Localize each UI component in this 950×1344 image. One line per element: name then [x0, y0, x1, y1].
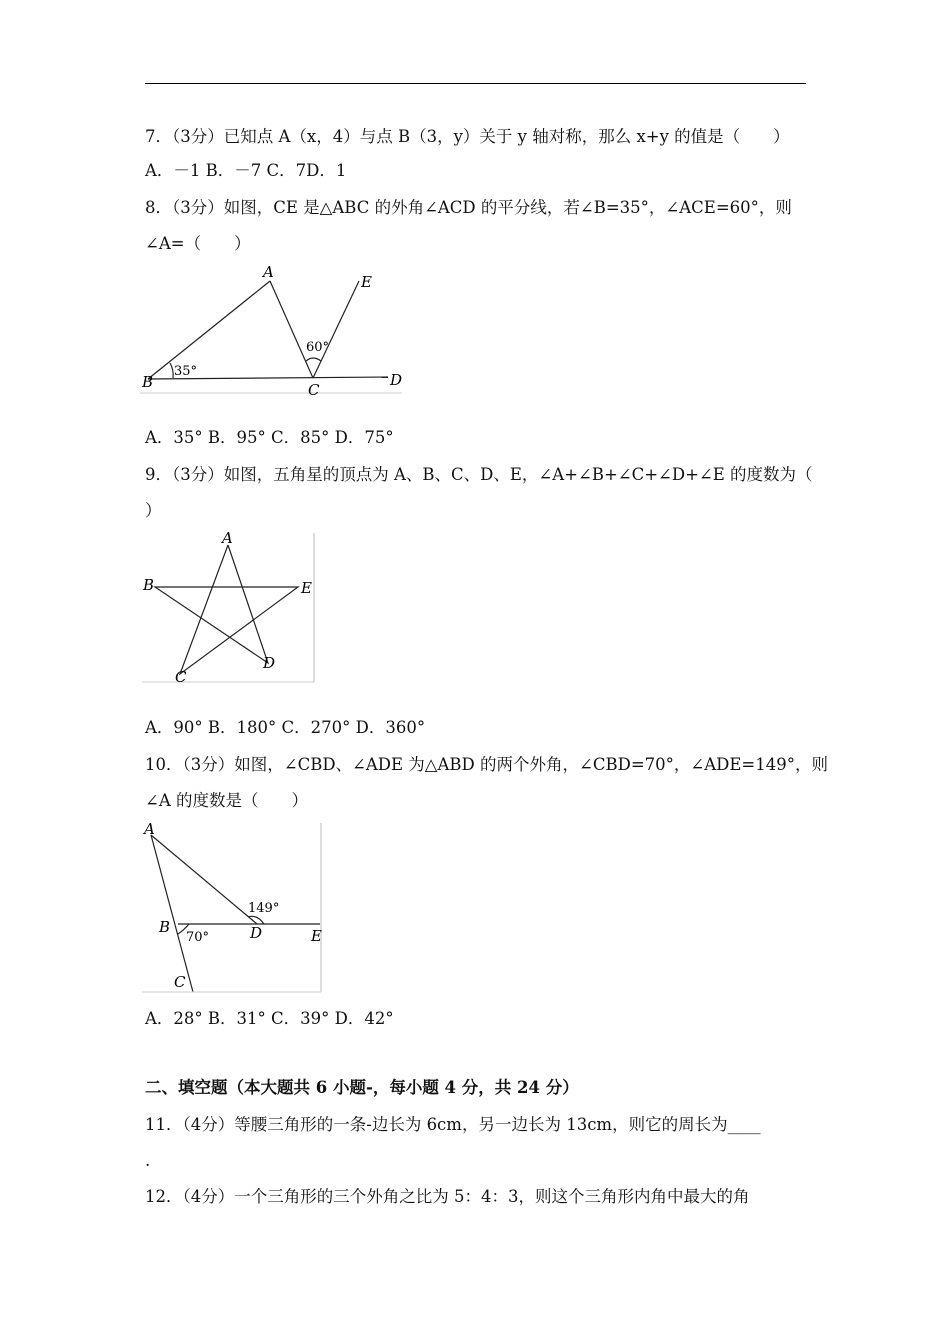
q8-angle-b-arc — [170, 363, 173, 378]
q7-stem: 7．（3分）已知点 A（x，4）与点 B（3，y）关于 y 轴对称，那么 x+y 的值是（ ） — [145, 127, 790, 146]
q9-star — [155, 545, 298, 674]
q10-angle-b-label: 70° — [186, 930, 210, 945]
q8-angle-c-label: 60° — [306, 340, 330, 355]
q8-options: A．35° B．95° C．85° D．75° — [145, 428, 394, 447]
q8-stem-line2: ∠A=（ ） — [145, 234, 251, 253]
q12-stem-line1: 12．（4分）一个三角形的三个外角之比为 5：4：3，则这个三角形内角中最大的角 — [145, 1187, 750, 1206]
q8-angle-c-arc — [306, 358, 321, 361]
q11-stem-line2: . — [145, 1151, 151, 1170]
q9-stem-line2: ） — [145, 501, 162, 520]
q9-label-b: B — [143, 576, 155, 594]
q10-label-c: C — [174, 973, 186, 991]
q8-label-e: E — [361, 273, 372, 291]
q10-line-ac — [151, 835, 193, 992]
q10-stem-line1: 10．（3分）如图，∠CBD、∠ADE 为△ABD 的两个外角，∠CBD=70°，∠ADE=149°，则 — [145, 755, 828, 774]
q8-line-ac — [270, 281, 313, 378]
q8-line-ce — [313, 281, 359, 378]
q8-figure — [140, 265, 410, 400]
section2-title: 二、填空题（本大题共 6 小题-，每小题 4 分，共 24 分） — [145, 1078, 579, 1097]
q10-label-b: B — [159, 918, 171, 936]
q8-stem-line1: 8．（3分）如图，CE 是△ABC 的外角∠ACD 的平分线，若∠B=35°，∠ACE=60°，则 — [145, 198, 792, 217]
q8-label-d: D — [390, 371, 403, 389]
q10-figure — [140, 820, 330, 996]
q9-label-e: E — [301, 579, 312, 597]
q7-options: A．－1 B．－7 C．7D．1 — [145, 161, 347, 180]
q10-stem-line2: ∠A 的度数是（ ） — [145, 791, 308, 810]
q8-line-ba — [148, 281, 270, 379]
q10-line-ad — [151, 835, 257, 924]
q8-label-a: A — [263, 265, 274, 281]
q10-label-a: A — [144, 820, 155, 838]
q9-options: A．90° B．180° C．270° D．360° — [145, 718, 426, 737]
q10-label-e: E — [311, 927, 322, 945]
q10-options: A．28° B．31° C．39° D．42° — [145, 1009, 394, 1028]
q9-label-d: D — [263, 654, 276, 672]
q10-angle-d-label: 149° — [248, 901, 280, 916]
header-rule — [145, 83, 806, 84]
q8-label-b: B — [142, 373, 154, 391]
q9-label-a: A — [222, 529, 233, 547]
q8-label-c: C — [308, 381, 320, 399]
q11-stem-line1: 11．（4分）等腰三角形的一条-边长为 6cm，另一边长为 13cm，则它的周长为____ — [145, 1115, 761, 1134]
q9-figure — [140, 528, 320, 688]
q10-label-d: D — [250, 924, 263, 942]
q8-angle-b-label: 35° — [174, 364, 198, 379]
q9-label-c: C — [175, 668, 187, 686]
q9-stem-line1: 9．（3分）如图，五角星的顶点为 A、B、C、D、E，∠A+∠B+∠C+∠D+∠E 的度数为（ — [145, 465, 813, 484]
